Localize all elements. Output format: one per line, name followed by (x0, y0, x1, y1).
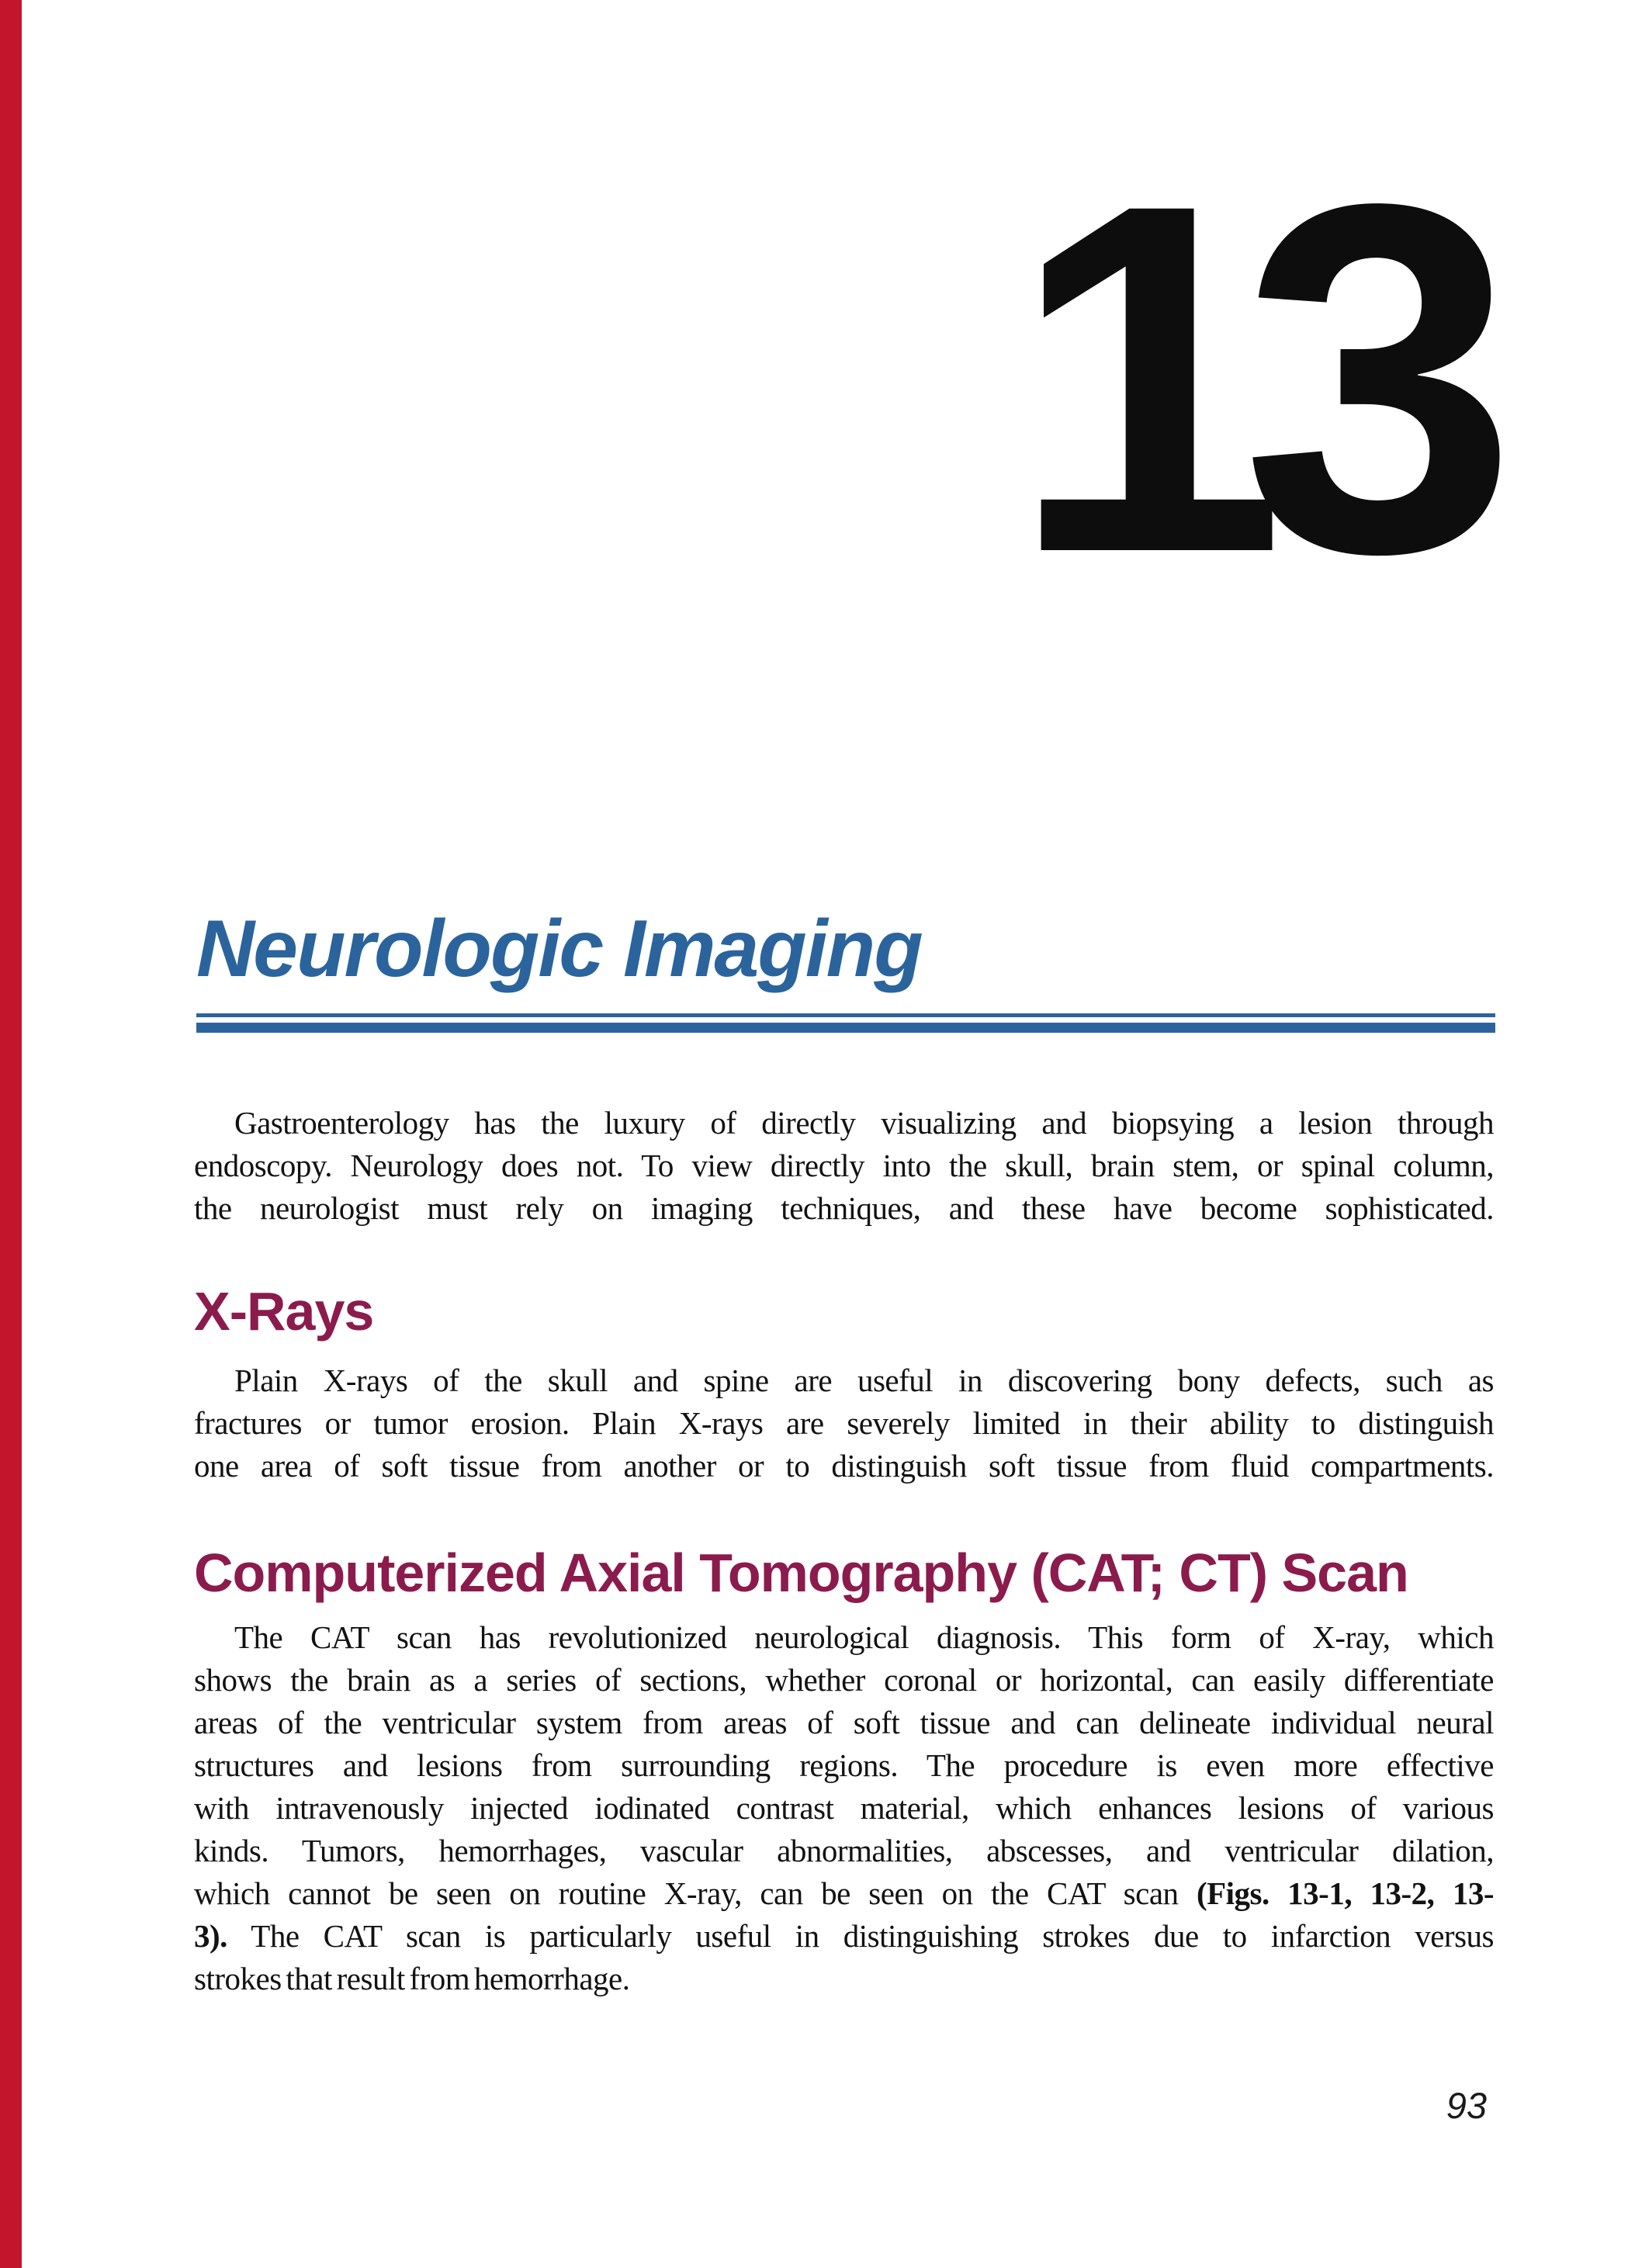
cat-scan-paragraph (194, 1616, 1494, 2000)
text-line: which cannot be seen on routine X-ray, can be seen on the CAT scan (Figs. 13-1, 13-2, 13- (194, 1875, 1494, 1911)
x-rays-paragraph (194, 1359, 1494, 1487)
text-line: structures and lesions from surrounding regions. The procedure is even more effective (194, 1747, 1494, 1783)
text-line: strokes that result from hemorrhage. (194, 1961, 630, 1996)
text-line: fractures or tumor erosion. Plain X-rays are severely limited in their ability to distinguish (194, 1405, 1494, 1441)
text-line: kinds. Tumors, hemorrhages, vascular abnormalities, abscesses, and ventricular dilation, (194, 1833, 1494, 1868)
text-line: 3). The CAT scan is particularly useful in distinguishing strokes due to infarction versus (194, 1918, 1494, 1954)
text-line: with intravenously injected iodinated contrast material, which enhances lesions of various (194, 1790, 1494, 1826)
text-line: shows the brain as a series of sections, whether coronal or horizontal, can easily differentiate (194, 1662, 1494, 1698)
text-line: Plain X-rays of the skull and spine are useful in discovering bony defects, such as (234, 1363, 1494, 1398)
page-number: 93 (1446, 2085, 1487, 2126)
text-line: Gastroenterology has the luxury of directly visualizing and biopsying a lesion through (234, 1105, 1494, 1141)
intro-paragraph (194, 1102, 1494, 1230)
chapter-number: 13 (1010, 101, 1473, 656)
text-line: The CAT scan has revolutionized neurological diagnosis. This form of X-ray, which (234, 1619, 1494, 1655)
chapter-edge-bar (0, 0, 22, 2268)
title-rule-gap (196, 1017, 1495, 1023)
section-heading-cat-scan: Computerized Axial Tomography (CAT; CT) Scan (194, 1543, 1408, 1603)
title-rule-thick-line (196, 1023, 1495, 1033)
title-rule (196, 1013, 1495, 1033)
section-heading-x-rays: X-Rays (194, 1281, 374, 1342)
text-line: the neurologist must rely on imaging techniques, and these have become sophisticated. (194, 1190, 1494, 1226)
text-line: areas of the ventricular system from areas of soft tissue and can delineate individual neural (194, 1705, 1494, 1740)
text-line: endoscopy. Neurology does not. To view directly into the skull, brain stem, or spinal column, (194, 1148, 1494, 1183)
text-line: one area of soft tissue from another or to distinguish soft tissue from fluid compartments. (194, 1448, 1494, 1484)
page-title: Neurologic Imaging (196, 904, 922, 994)
